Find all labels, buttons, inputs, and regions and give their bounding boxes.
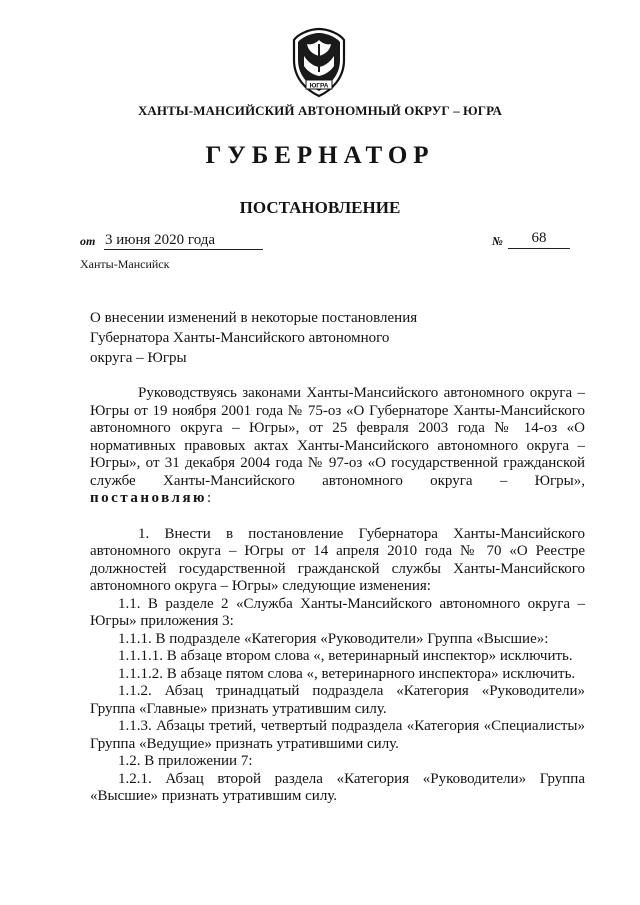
document-type: ПОСТАНОВЛЕНИЕ bbox=[239, 198, 401, 217]
list-item: 1.1.2. Абзац тринадцатый подраздела «Категория «Руководители» Группа «Главные» признать утратившим силу. bbox=[90, 683, 585, 717]
list-item: 1.2. В приложении 7: bbox=[118, 753, 253, 769]
list-item: 1.1.1.2. В абзаце пятом слова «, ветеринарного инспектора» исключить. bbox=[118, 665, 576, 682]
list-item: 1.1. В разделе 2 «Служба Ханты-Мансийского автономного округа – Югры» приложения 3: bbox=[90, 595, 585, 629]
document-body bbox=[90, 385, 585, 806]
list-item: 1. Внести в постановление Губернатора Ханты-Мансийского автономного округа – Югры от 14 апреля 2010 года № 70 «О Реестре должностей государственной гражданской службы Ханты-Мансийского автономного округа – Югры» следующие изменения: bbox=[90, 525, 585, 594]
list-item: 1.1.3. Абзацы третий, четвертый подраздела «Категория «Специалисты» Группа «Ведущие» признать утратившими силу. bbox=[90, 718, 585, 752]
emblem-caption: ЮГРА bbox=[309, 82, 329, 90]
number-prefix: № bbox=[492, 234, 503, 248]
document-number: 68 bbox=[508, 228, 570, 249]
document-subject: О внесении изменений в некоторые постановления Губернатора Ханты-Мансийского автономного округа – Югры bbox=[90, 310, 418, 366]
date-prefix: от bbox=[80, 234, 96, 248]
document-city: Ханты-Мансийск bbox=[80, 257, 170, 271]
coat-of-arms-icon bbox=[288, 26, 350, 98]
authority-title: ГУБЕРНАТОР bbox=[205, 142, 435, 169]
decree-word: постановляю bbox=[90, 490, 208, 506]
region-name: ХАНТЫ-МАНСИЙСКИЙ АВТОНОМНЫЙ ОКРУГ – ЮГРА bbox=[137, 103, 503, 118]
list-item: 1.1.1.1. В абзаце втором слова «, ветеринарный инспектор» исключить. bbox=[118, 648, 573, 664]
decree-colon: : bbox=[207, 490, 212, 506]
preamble-text: Руководствуясь законами Ханты-Мансийского автономного округа – Югры от 19 ноября 2001 года № 75-оз «О Губернаторе Ханты-Мансийского автономного округа – Югры», от 25 февраля 2003 года № 14-оз «О нормативных правовых актах Ханты-Мансийского автономного округа – Югры», от 31 декабря 2004 года № 97-оз «О государственной гражданской службе Ханты-Мансийского автономного округа – Югры», bbox=[90, 385, 585, 489]
list-item: 1.1.1. В подразделе «Категория «Руководители» Группа «Высшие»: bbox=[118, 630, 549, 647]
document-date: 3 июня 2020 года bbox=[104, 231, 263, 250]
list-item: 1.2.1. Абзац второй раздела «Категория «Руководители» Группа «Высшие» признать утратившим силу. bbox=[90, 770, 585, 804]
preamble bbox=[90, 385, 585, 508]
